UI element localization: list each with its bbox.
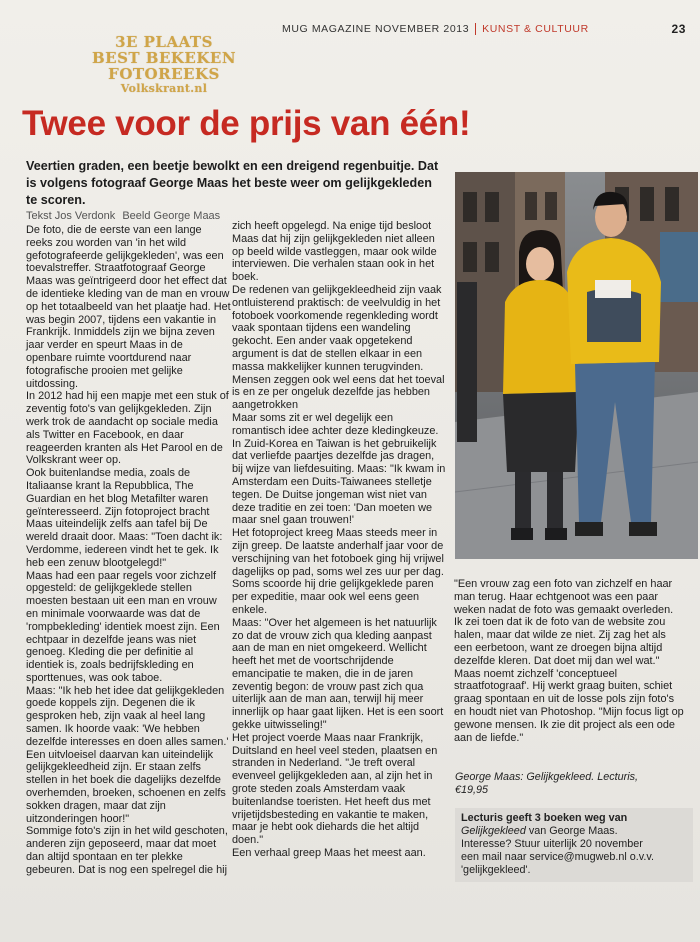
stamp-line-3: FOTOREEKS [108, 65, 220, 83]
giveaway-book-title: Gelijkgekleed [461, 825, 526, 837]
stamp-line-2: BEST BEKEKEN [91, 49, 237, 67]
photo-credit: Beeld George Maas [122, 210, 221, 222]
couple-photo [455, 172, 698, 559]
paragraph: "Een vrouw zag een foto van zichzelf en haar man terug. Haar echtgenoot was een paar weken nadat de foto was gemaakt overleden. Ik zei toen dat ik de foto van de website zou halen, maar dat wilde ze niet. Zij zag het als een eerbetoon, want ze droegen bijna altijd dezelfde kleren. Dat doet mij dan wel wat." [454, 578, 674, 667]
giveaway-author: van George Maas. [528, 825, 618, 837]
paragraph: Sommige foto's zijn in het wild geschoten, anderen zijn geposeerd, maar dat moet dan altijd spontaan en ter plekke gebeuren. Dat is nog een spelregel die hij [26, 825, 228, 876]
page-number: 23 [671, 22, 686, 36]
paragraph: Ook buitenlandse media, zoals de Italiaanse krant la Repubblica, The Guardian en het blog Metafilter waren geïnteresseerd. Zijn fotoproject bracht Maas uiteindelijk zelfs aan tafel bij De wereld draait door. Maas: "Toen dacht ik: Verdomme, iedereen vindt het te gek. Ik heb een zenuw blootgelegd!" [26, 467, 223, 569]
paragraph: zich heeft opgelegd. Na enige tijd besloot Maas dat hij zijn gelijkgekleden niet alleen op beeld wilde vastleggen, maar ook wilde interviewen. Die verhalen staan ook in het boek. [232, 220, 437, 284]
paragraph: Het fotoproject kreeg Maas steeds meer in zijn greep. De laatste anderhalf jaar voor de verschijning van het fotoboek ging hij vrijwel dagelijks op pad, soms wel zes uur per dag. Soms scoorde hij drie gelijkgeklede paren per expeditie, maar ook wel eens geen enkele. [232, 527, 444, 616]
paragraph: In 2012 had hij een mapje met een stuk of zeventig foto's van gelijkgekleden. Zijn werk trok de aandacht op sociale media als Twitter en Facebook, en daar reageerden kranten als Het Parool en de Volkskrant weer op. [26, 390, 229, 467]
stamp-line-1: 3E PLAATS [115, 33, 213, 51]
paragraph: Maar soms zit er wel degelijk een romantisch idee achter deze kledingkeuze. In Zuid-Korea en Taiwan is het gebruikelijk dat verliefde paartjes dezelfde jas dragen, bij wijze van liefdesuiting. Maas: "Ik kwam in Amsterdam een Duits-Taiwanees stelletje tegen. De Duitse jongeman wist niet van deze traditie en zei toen: 'Dan moeten we maar snel gaan trouwen!' [232, 411, 446, 527]
article-column-3 [454, 578, 684, 744]
paragraph: Het project voerde Maas naar Frankrijk, Duitsland en heel veel steden, plaatsen en stranden in Nederland. "Je treft overal evenveel gelijkgekleden aan, al zijn het in grote steden zoals Amsterdam vaak buitenlandse toeristen. Het heeft dus met vrijetijdsbesteding en vakantie te maken, maar je hebt ook diehards die het altijd doen." [232, 731, 438, 847]
book-caption [455, 771, 685, 797]
giveaway-line-2: Interesse? Stuur uiterlijk 20 november [461, 838, 643, 850]
article-lead: Veertien graden, een beetje bewolkt en een dreigend regenbuitje. Dat is volgens fotograaf George Maas het beste weer om gelijkgekleden te scoren. [26, 159, 439, 207]
running-header [282, 22, 686, 36]
giveaway-heading: Lecturis geeft 3 boeken weg van [461, 812, 628, 824]
caption-line-2: €19,95 [455, 784, 489, 796]
paragraph: De redenen van gelijkgekleedheid zijn vaak ontluisterend praktisch: de veelvuldig in het fotoboek voorkomende regenkleding wordt vaak spontaan tijdens een wandeling gekocht. Een ander vaak opgetekend argument is dat de stellen elkaar in een massa makkelijker kunnen terugvinden. Mensen zeggen ook wel eens dat het toeval is en ze per ongeluk dezelfde jas hebben aangetrokken [232, 283, 445, 412]
paragraph: Maas noemt zichzelf 'conceptueel straatfotograaf'. Hij werkt graag buiten, schiet graag spontaan en uit de losse pols zijn foto's en houdt niet van Photoshop. "Mijn focus ligt op gewone mensen. Ik zie dit project als een ode aan de liefde." [454, 667, 684, 744]
giveaway-line-3: een mail naar service@mugweb.nl o.v.v. [461, 851, 654, 863]
article-headline: Twee voor de prijs van één! [22, 104, 471, 143]
award-stamp [84, 34, 244, 95]
magazine-issue: MUG MAGAZINE NOVEMBER 2013 [282, 23, 470, 35]
photo-illustration [455, 172, 698, 559]
article-column-2 [232, 220, 447, 860]
paragraph: De foto, die de eerste van een lange reeks zou worden van 'in het wild gefotografeerde gelijkgekleden', was een toevalstreffer. Straatfotograaf George Maas was geïntrigeerd door het effect dat de identieke kleding van de man en vrouw op het totaalbeeld van het plaatje had. Het was begin 2007, tijdens een vakantie in Frankrijk. Inmiddels zijn we bijna zeven jaar verder en speurt Maas in de openbare ruimte voortdurend naar fotografische prooien met gelijke uitdossing. [26, 224, 231, 390]
article-credits [26, 210, 224, 222]
paragraph: Maas: "Ik heb het idee dat gelijkgekleden goede koppels zijn. Degenen die ik gesproken heb, zijn vaak al heel lang samen. Ik hoorde vaak: 'We hebben dezelfde interesses en doen alles samen.' Een uitvloeisel daarvan kan uiteindelijk gelijkgekleedheid zijn. Er staan zelfs stellen in het boek die dagelijks dezelfde overhemden, broeken, schoenen en zelfs sokken dragen, maar dat zijn uitzonderingen hoor!" [26, 684, 229, 825]
paragraph: Een verhaal greep Maas het meest aan. [232, 847, 426, 860]
giveaway-line-4: 'gelijkgekleed'. [461, 864, 531, 876]
caption-line-1: George Maas: Gelijkgekleed. Lecturis, [455, 771, 639, 783]
giveaway-box [455, 808, 693, 882]
article-column-1 [26, 224, 231, 877]
section-label: KUNST & CULTUUR [482, 23, 589, 35]
stamp-source: Volkskrant.nl [120, 82, 208, 95]
giveaway-book-line [461, 825, 687, 838]
paragraph: Maas had een paar regels voor zichzelf opgesteld: de gelijkgeklede stellen moesten bestaan uit een man en vrouw en minimale voorwaarde was dat de 'rompbekleding' identiek moest zijn. Een echtpaar in dezelfde jeans was niet genoeg. Kleding die per definitie al identiek is, zoals bedrijfskleding en sporttenues, was ook taboe. [26, 569, 220, 684]
text-credit: Tekst Jos Verdonk [26, 210, 116, 222]
header-divider [475, 23, 476, 35]
paragraph: Maas: "Over het algemeen is het natuurlijk zo dat de vrouw zich qua kleding aanpast aan de man en niet omgekeerd. Wellicht heeft het met de voortschrijdende emancipatie te maken, die in de jaren zeventig begon: de vrouw past zich qua uiterlijk aan de man aan, terwijl hij meer innerlijk op haar gaat lijken. Het is een soort gekke uitwisseling!" [232, 616, 444, 732]
